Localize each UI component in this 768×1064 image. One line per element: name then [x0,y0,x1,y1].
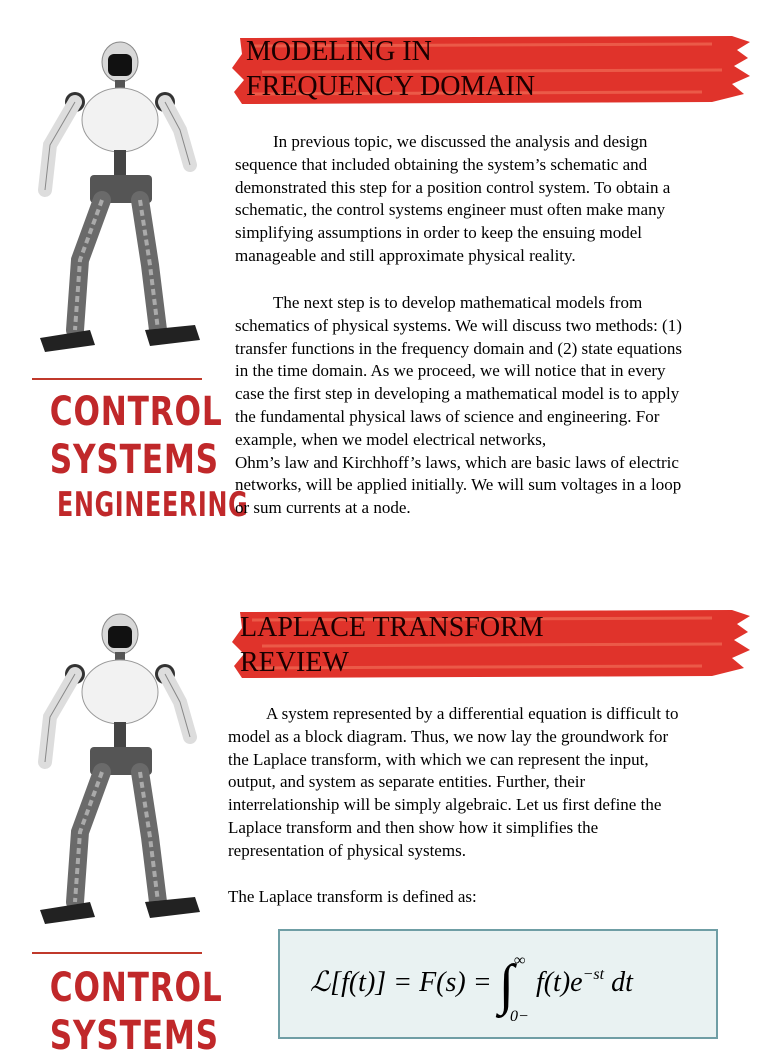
text-line: or sum currents at a node. [235,498,411,518]
text-line: sequence that included obtaining the system’s schematic and [235,154,648,174]
text-line: The Laplace transform is defined as: [228,887,477,906]
cover-title-line1: CONTROL [49,389,223,435]
text-line: example, when we model electrical networks, [235,429,547,449]
section2-paragraph-1 [228,703,758,863]
formula-script-l: ℒ [310,967,331,998]
cover-title-line3: ENGINEERING [57,485,249,525]
text-line: Ohm’s law and Kirchhoff’s laws, which are basic laws of electric [235,452,679,472]
text-line: Laplace transform and then show how it simplifies the [228,817,599,837]
section1-paragraph-1 [235,131,755,268]
cover-title-line2: SYSTEMS [49,437,219,483]
section1-heading-line2: FREQUENCY DOMAIN [246,71,536,102]
cover-title-line1: CONTROL [49,965,223,1011]
text-line: A system represented by a differential equation is difficult to [266,704,679,723]
formula-lower-limit: 0− [509,1008,529,1025]
section2-heading-line2: REVIEW [240,647,349,678]
text-line: schematics of physical systems. We will discuss two methods: (1) [235,315,682,335]
robot-illustration [20,612,210,932]
cover-title-line2: SYSTEMS [49,1013,219,1059]
book-cover-title [30,389,249,525]
cover-divider [32,952,202,954]
text-line: case the first step in developing a mathematical model is to apply [235,384,680,404]
laplace-formula [310,952,633,1025]
text-line: representation of physical systems. [228,840,466,860]
text-line: In previous topic, we discussed the analysis and design [273,132,648,151]
text-line: networks, will be applied initially. We will sum voltages in a loop [235,475,682,495]
section-banner-modeling [232,32,752,106]
formula-lhs: [f(t)] = F(s) = [330,967,499,998]
text-line: simplifying assumptions in order to keep the ensuing model [235,223,643,243]
formula-differential: dt [604,967,633,998]
text-line: transfer functions in the frequency domain and (2) state equations [235,338,683,358]
text-line: model as a block diagram. Thus, we now lay the groundwork for [228,726,669,746]
text-line: the Laplace transform, with which we can represent the input, [228,749,649,769]
section2-heading-line1: LAPLACE TRANSFORM [240,612,544,643]
laplace-formula-box [278,929,718,1039]
text-line: demonstrated this step for a position control system. To obtain a [235,177,671,197]
text-line: manageable and still approximate physical reality. [235,245,576,265]
text-line: output, and system as separate entities. Further, their [228,772,586,792]
text-line: schematic, the control systems engineer must often make many [235,200,666,220]
text-line: The next step is to develop mathematical models from [273,293,643,312]
section1-heading-line1: MODELING IN [246,36,432,67]
text-line: interrelationship will be simply algebraic. Let us first define the [228,795,662,815]
robot-illustration [20,40,210,360]
text-line: in the time domain. As we proceed, we will notice that in every [235,361,666,381]
section1-paragraph-2 [235,292,755,520]
text-line: the fundamental physical laws of science and engineering. For [235,406,660,426]
section-banner-laplace [232,606,752,680]
formula-integrand: f(t)e [535,967,583,998]
formula-exponent: −st [582,966,605,983]
integral-sign: ∫ [498,954,514,1016]
book-cover-title [30,965,223,1064]
formula-upper-limit: ∞ [513,952,526,969]
section2-paragraph-2 [228,886,758,909]
cover-divider [32,378,202,380]
